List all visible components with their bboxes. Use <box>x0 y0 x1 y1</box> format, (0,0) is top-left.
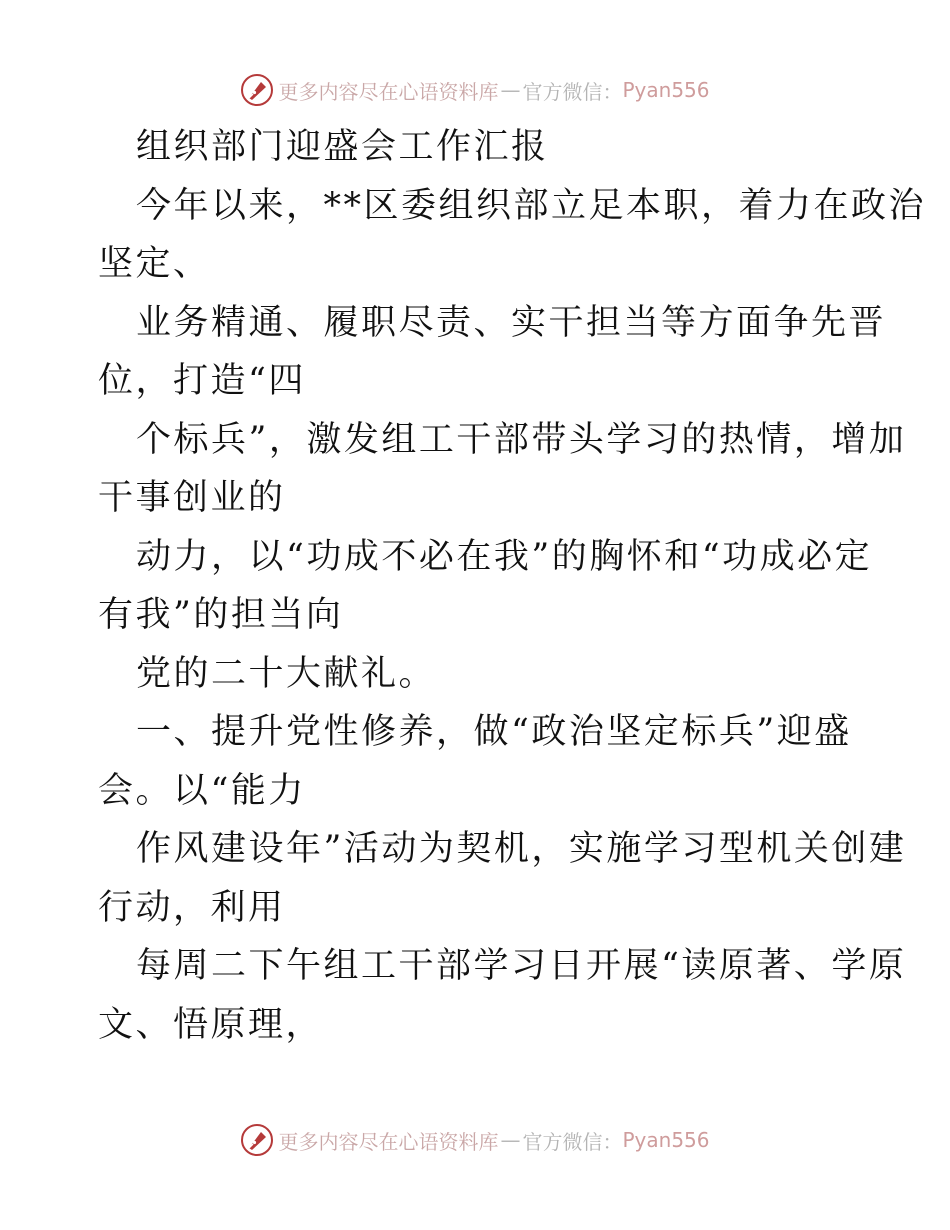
watermark-id-text: Pyan556 <box>622 78 710 102</box>
document-line: 个标兵”，激发组工干部带头学习的热情，增加 <box>136 419 907 460</box>
document-line: 党的二十大献礼。 <box>136 653 437 694</box>
pen-nib-icon <box>240 73 274 107</box>
watermark-id-text: Pyan556 <box>622 1128 710 1152</box>
document-line: 会。以“能力 <box>98 770 306 811</box>
watermark-sub-text: 官方微信： <box>522 1129 623 1154</box>
watermark-main-text: 更多内容尽在心语资料库 <box>278 1129 499 1154</box>
document-line: 有我”的担当向 <box>98 595 344 635</box>
document-line: 位，打造“四 <box>98 361 306 401</box>
watermark-main-text: 更多内容尽在心语资料库 <box>278 79 499 104</box>
document-body <box>98 118 927 1054</box>
document-line: 作风建设年”活动为契机，实施学习型机关创建 <box>136 829 907 869</box>
document-line: 业务精通、履职尽责、实干担当等方面争先晋 <box>136 302 887 343</box>
watermark-separator: — <box>500 78 521 102</box>
pen-nib-icon <box>240 1123 274 1157</box>
document-line: 干事创业的 <box>98 478 286 518</box>
document-line: 每周二下午组工干部学习日开展“读原著、学原 <box>136 946 907 986</box>
footer-watermark <box>0 1120 950 1160</box>
document-line: 行动，利用 <box>98 887 286 928</box>
document-line: 动力，以“功成不必在我”的胸怀和“功成必定 <box>136 536 873 577</box>
watermark-sub-text: 官方微信： <box>522 79 623 104</box>
watermark-separator: — <box>500 1128 521 1152</box>
document-line: 组织部门迎盛会工作汇报 <box>136 127 549 167</box>
document-line: 一、提升党性修养，做“政治坚定标兵”迎盛 <box>136 712 852 752</box>
document-line: 今年以来，**区委组织部立足本职，着力在政治 <box>136 185 927 226</box>
document-line: 文、悟原理， <box>98 1004 324 1045</box>
document-line: 坚定、 <box>98 244 211 284</box>
header-watermark <box>0 70 950 110</box>
